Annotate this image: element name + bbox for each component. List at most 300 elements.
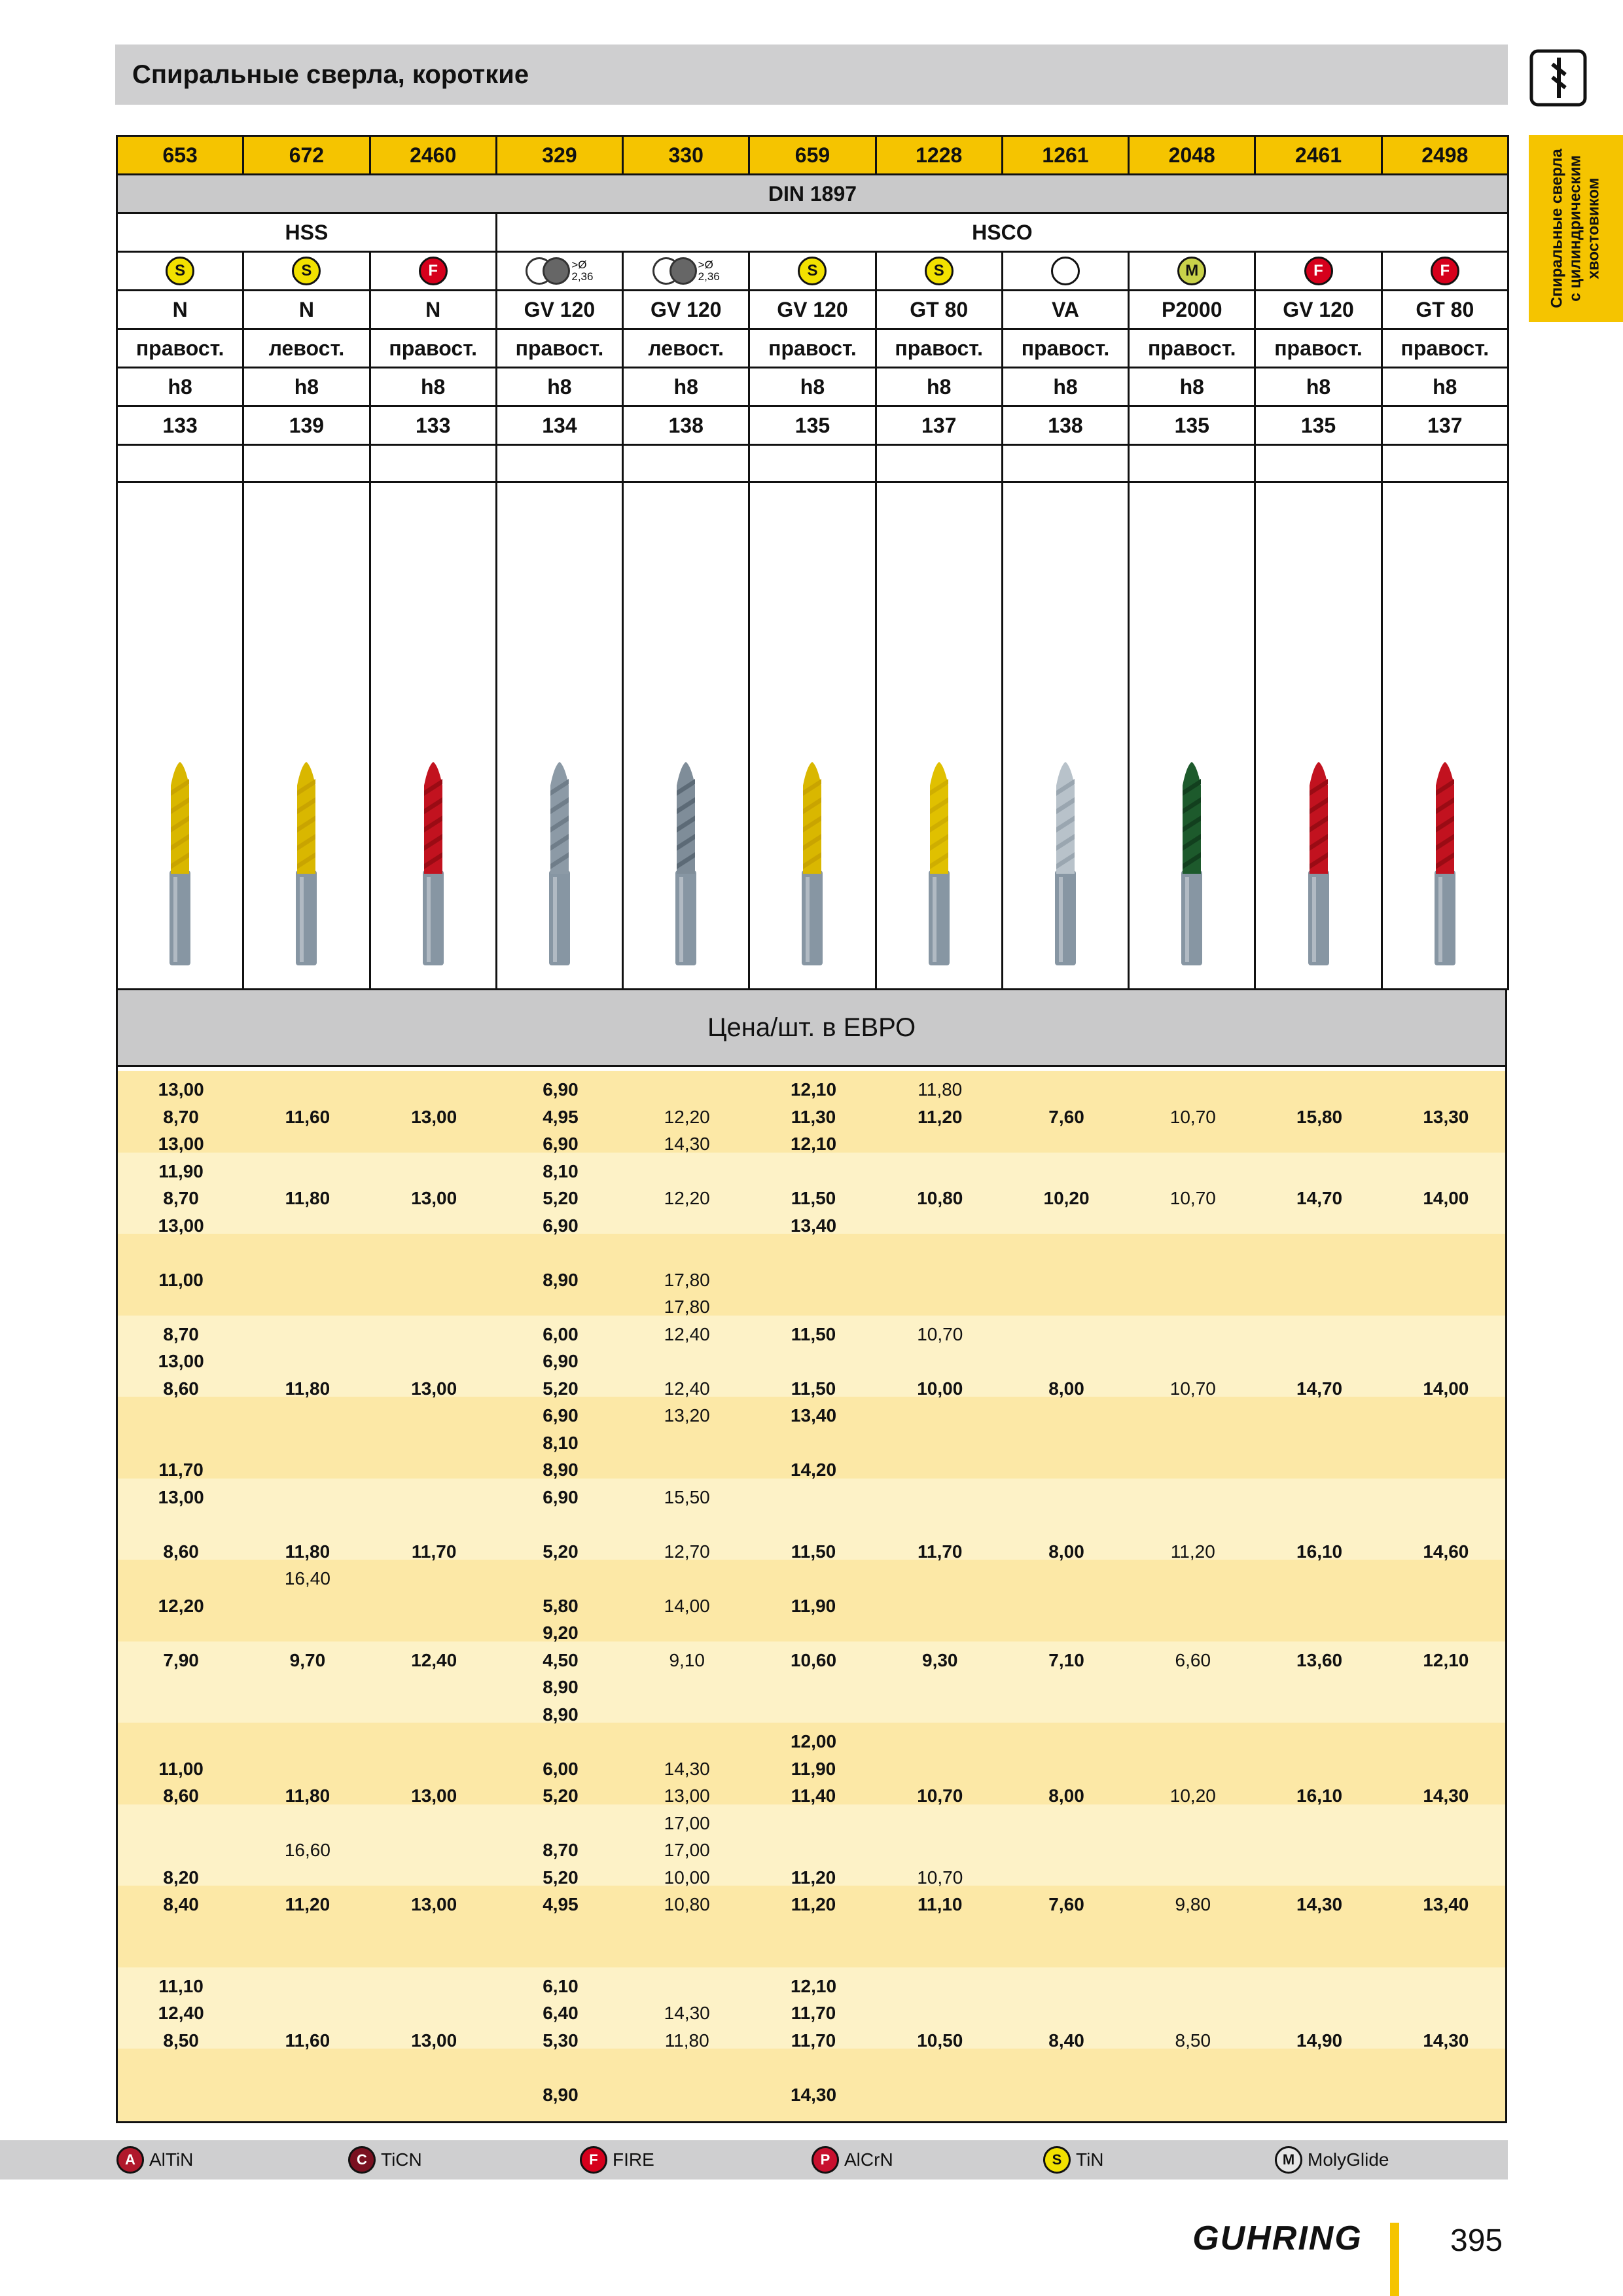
direction-row-cell: правост. — [1002, 329, 1128, 368]
price-cell: 8,10 — [543, 1432, 579, 1453]
tolerance-row-cell: h8 — [370, 368, 496, 406]
price-cell: 12,00 — [790, 1731, 837, 1751]
spacer-row-cell — [1129, 445, 1255, 482]
legend-label: TiN — [1076, 2149, 1104, 2170]
price-row — [118, 1348, 1505, 1375]
price-cell: 9,30 — [922, 1649, 958, 1670]
price-row — [118, 1918, 1505, 1946]
price-cell: 8,70 — [543, 1840, 579, 1860]
price-row — [118, 1647, 1505, 1674]
tolerance-row — [117, 368, 1508, 406]
price-row — [118, 1565, 1505, 1592]
coating-ticn-icon: C — [348, 2146, 376, 2174]
article-number-row-cell: 2048 — [1129, 136, 1255, 175]
page-number: 395 — [1450, 2223, 1503, 2258]
tolerance-row-cell: h8 — [1382, 368, 1508, 406]
price-cell: 8,90 — [543, 1460, 579, 1480]
price-cell: 13,00 — [411, 2030, 457, 2051]
price-cell: 9,20 — [543, 1623, 579, 1643]
type-row-cell: N — [370, 291, 496, 329]
coating-cell — [1255, 252, 1382, 291]
direction-row-cell: правост. — [117, 329, 243, 368]
price-cell: 11,20 — [1170, 1541, 1215, 1562]
price-cell: 8,00 — [1048, 1378, 1084, 1399]
legend-item — [348, 2140, 422, 2179]
price-cell: 14,30 — [1423, 1785, 1469, 1806]
direction-row-cell: правост. — [749, 329, 876, 368]
price-cell: 8,10 — [543, 1160, 579, 1181]
price-cell: 13,00 — [411, 1378, 457, 1399]
price-cell: 11,00 — [158, 1758, 204, 1779]
price-cell: 6,40 — [543, 2003, 579, 2023]
material-group: HSS — [117, 213, 497, 252]
price-cell: 11,50 — [791, 1188, 836, 1208]
price-row — [118, 1538, 1505, 1566]
price-cell: 9,80 — [1175, 1894, 1211, 1914]
price-cell: 10,00 — [664, 1867, 710, 1888]
price-cell: 11,80 — [285, 1188, 330, 1208]
price-cell: 8,50 — [163, 2030, 199, 2051]
price-cell: 12,40 — [411, 1649, 457, 1670]
price-cell: 13,00 — [411, 1894, 457, 1914]
price-cell: 12,10 — [790, 1134, 837, 1154]
price-cell: 5,80 — [543, 1595, 579, 1616]
angle-row-cell: 139 — [243, 406, 370, 445]
drill-image-row — [117, 482, 1508, 990]
legend-label: AlTiN — [149, 2149, 194, 2170]
product-spec-table — [116, 135, 1509, 990]
price-cell: 11,60 — [285, 1106, 330, 1127]
direction-row — [117, 329, 1508, 368]
price-cell: 6,00 — [543, 1323, 579, 1344]
article-number-row-cell: 1228 — [876, 136, 1002, 175]
tolerance-row-cell: h8 — [623, 368, 749, 406]
angle-row-cell: 135 — [749, 406, 876, 445]
material-group: HSCO — [496, 213, 1508, 252]
price-cell: 12,20 — [158, 1595, 204, 1616]
spacer-row-cell — [370, 445, 496, 482]
price-cell: 11,70 — [158, 1460, 204, 1480]
drill-image — [1299, 759, 1338, 969]
tin-coating-icon: S — [292, 257, 321, 285]
price-row — [118, 1755, 1505, 1783]
price-cell: 11,80 — [285, 1785, 330, 1806]
drill-image-cell — [623, 482, 749, 990]
price-cell: 12,40 — [158, 2003, 204, 2023]
price-cell: 11,80 — [285, 1541, 330, 1562]
price-row — [118, 1293, 1505, 1321]
coating-tin-icon: S — [1043, 2146, 1071, 2174]
price-cell: 4,95 — [543, 1106, 579, 1127]
price-cell: 11,20 — [791, 1867, 836, 1888]
price-cell: 12,10 — [790, 1975, 837, 1996]
coating-cell — [243, 252, 370, 291]
direction-row-cell: правост. — [370, 329, 496, 368]
article-number-row-cell: 2498 — [1382, 136, 1508, 175]
price-cell: 14,00 — [664, 1595, 710, 1616]
price-row — [118, 1891, 1505, 1918]
price-row — [118, 1619, 1505, 1647]
price-cell: 13,30 — [1423, 1106, 1469, 1127]
angle-row-cell: 135 — [1129, 406, 1255, 445]
direction-row-cell: правост. — [876, 329, 1002, 368]
price-cell: 6,90 — [543, 1486, 579, 1507]
price-row — [118, 2027, 1505, 2054]
price-cell: 11,20 — [791, 1894, 836, 1914]
price-row — [118, 1402, 1505, 1429]
tolerance-row-cell: h8 — [243, 368, 370, 406]
price-cell: 10,70 — [917, 1785, 963, 1806]
spacer-row-cell — [876, 445, 1002, 482]
price-cell: 15,50 — [664, 1486, 710, 1507]
din-row — [117, 175, 1508, 213]
angle-row-cell: 133 — [370, 406, 496, 445]
article-number-row — [117, 136, 1508, 175]
blank-coating-icon — [1051, 257, 1080, 285]
price-cell: 6,90 — [543, 1405, 579, 1426]
price-cell: 8,60 — [163, 1785, 199, 1806]
price-cell: 14,60 — [1423, 1541, 1469, 1562]
tin-coating-icon: S — [166, 257, 194, 285]
price-cell: 6,60 — [1175, 1649, 1211, 1670]
fire-coating-icon: F — [1304, 257, 1333, 285]
price-cell: 8,90 — [543, 1269, 579, 1290]
price-cell: 11,50 — [791, 1323, 836, 1344]
coating-cell — [117, 252, 243, 291]
article-number-row-cell: 329 — [496, 136, 622, 175]
tolerance-row-cell: h8 — [117, 368, 243, 406]
price-cell: 11,50 — [791, 1378, 836, 1399]
price-cell: 17,80 — [664, 1297, 710, 1317]
angle-row-cell: 133 — [117, 406, 243, 445]
type-row-cell: GV 120 — [749, 291, 876, 329]
drill-image-cell — [117, 482, 243, 990]
price-cell: 8,40 — [163, 1894, 199, 1914]
article-number-row-cell: 2461 — [1255, 136, 1382, 175]
direction-row-cell: правост. — [1255, 329, 1382, 368]
price-cell: 5,20 — [543, 1867, 579, 1888]
price-cell: 7,60 — [1048, 1106, 1084, 1127]
price-cell: 11,10 — [158, 1975, 204, 1996]
article-number-row-cell: 1261 — [1002, 136, 1128, 175]
price-cell: 9,70 — [289, 1649, 326, 1670]
price-cell: 14,30 — [790, 2084, 837, 2105]
price-cell: 13,00 — [158, 1079, 204, 1100]
price-cell: 13,40 — [790, 1215, 837, 1236]
price-row — [118, 1456, 1505, 1484]
type-row-cell: GT 80 — [876, 291, 1002, 329]
coating-cell — [370, 252, 496, 291]
price-cell: 8,20 — [163, 1867, 199, 1888]
coating-row — [117, 252, 1508, 291]
price-cell: 11,40 — [791, 1785, 836, 1806]
price-row — [118, 1321, 1505, 1348]
drill-image-cell — [496, 482, 622, 990]
moly-coating-icon: M — [1177, 257, 1206, 285]
price-cell: 14,30 — [664, 1758, 710, 1779]
legend-item — [116, 2140, 193, 2179]
price-cell: 7,90 — [163, 1649, 199, 1670]
price-cell: 14,70 — [1296, 1188, 1343, 1208]
drill-image — [919, 759, 959, 969]
price-cell: 11,90 — [791, 1595, 836, 1616]
price-row — [118, 2054, 1505, 2081]
price-cell: 14,30 — [664, 2003, 710, 2023]
price-cell: 11,90 — [791, 1758, 836, 1779]
price-row — [118, 1185, 1505, 1212]
direction-row-cell: левост. — [623, 329, 749, 368]
price-row — [118, 1130, 1505, 1158]
price-cell: 8,50 — [1175, 2030, 1211, 2051]
type-row-cell: GV 120 — [1255, 291, 1382, 329]
price-row — [118, 1674, 1505, 1701]
price-cell: 8,90 — [543, 1704, 579, 1725]
spacer-row-cell — [117, 445, 243, 482]
price-cell: 11,20 — [917, 1106, 963, 1127]
price-cell: 13,40 — [790, 1405, 837, 1426]
price-cell: 12,40 — [664, 1378, 710, 1399]
price-cell: 5,20 — [543, 1188, 579, 1208]
price-cell: 13,40 — [1423, 1894, 1469, 1914]
direction-row-cell: правост. — [1129, 329, 1255, 368]
fire-coating-icon: F — [419, 257, 448, 285]
price-row — [118, 1429, 1505, 1457]
price-cell: 13,00 — [158, 1351, 204, 1371]
article-number-row-cell: 659 — [749, 136, 876, 175]
coating-cell — [1129, 252, 1255, 291]
price-header: Цена/шт. в ЕВРО — [116, 988, 1507, 1067]
price-cell: 11,80 — [285, 1378, 330, 1399]
drill-image-cell — [1255, 482, 1382, 990]
drill-image — [666, 759, 705, 969]
price-row — [118, 1973, 1505, 2000]
price-cell: 11,30 — [791, 1106, 836, 1127]
angle-row-cell: 138 — [623, 406, 749, 445]
legend-label: AlCrN — [844, 2149, 893, 2170]
price-cell: 8,60 — [163, 1541, 199, 1562]
price-row — [118, 1212, 1505, 1240]
price-cell: 14,20 — [790, 1460, 837, 1480]
price-row — [118, 1239, 1505, 1266]
price-cell: 5,30 — [543, 2030, 579, 2051]
legend-item — [580, 2140, 654, 2179]
drill-image-cell — [1002, 482, 1128, 990]
drill-image — [793, 759, 832, 969]
price-cell: 11,50 — [791, 1541, 836, 1562]
drill-section-icon — [1529, 48, 1588, 107]
price-cell: 17,80 — [664, 1269, 710, 1290]
tolerance-row-cell: h8 — [1002, 368, 1128, 406]
spacer-row-cell — [243, 445, 370, 482]
uncoated-twin-icon: >Ø 2,36 — [526, 257, 593, 285]
side-tab-label: Спиральные сверла с цилиндрическим хвостовиком — [1548, 149, 1603, 308]
price-cell: 11,70 — [791, 2030, 836, 2051]
price-cell: 13,00 — [411, 1785, 457, 1806]
price-cell: 13,00 — [158, 1134, 204, 1154]
legend-item — [1043, 2140, 1104, 2179]
price-cell: 14,30 — [1296, 1894, 1343, 1914]
price-row — [118, 1864, 1505, 1892]
type-row — [117, 291, 1508, 329]
drill-image-cell — [1382, 482, 1508, 990]
price-cell: 8,00 — [1048, 1785, 1084, 1806]
price-cell: 10,80 — [664, 1894, 710, 1914]
legend-label: FIRE — [613, 2149, 654, 2170]
drill-image — [1046, 759, 1085, 969]
type-row-cell: GT 80 — [1382, 291, 1508, 329]
price-cell: 12,40 — [664, 1323, 710, 1344]
price-cell: 16,40 — [284, 1568, 330, 1588]
price-cell: 13,00 — [158, 1486, 204, 1507]
coating-molyglide-icon: M — [1275, 2146, 1302, 2174]
tolerance-row-cell: h8 — [1129, 368, 1255, 406]
price-cell: 13,00 — [411, 1106, 457, 1127]
coating-cell — [623, 252, 749, 291]
price-row — [118, 1158, 1505, 1185]
coating-legend — [0, 2140, 1508, 2179]
angle-row-cell: 137 — [1382, 406, 1508, 445]
direction-row-cell: правост. — [1382, 329, 1508, 368]
price-cell: 5,20 — [543, 1378, 579, 1399]
price-cell: 10,70 — [1169, 1378, 1216, 1399]
price-cell: 11,60 — [285, 2030, 330, 2051]
type-row-cell: N — [117, 291, 243, 329]
price-cell: 17,00 — [664, 1812, 710, 1833]
angle-row-cell: 138 — [1002, 406, 1128, 445]
price-cell: 6,90 — [543, 1079, 579, 1100]
angle-row-cell: 137 — [876, 406, 1002, 445]
drill-image-cell — [243, 482, 370, 990]
price-cell: 8,00 — [1048, 1541, 1084, 1562]
price-row — [118, 1103, 1505, 1131]
section-side-tab[interactable] — [1529, 135, 1623, 322]
drill-image — [160, 759, 200, 969]
price-cell: 10,20 — [1169, 1785, 1216, 1806]
price-cell: 10,70 — [1169, 1106, 1216, 1127]
type-row-cell: N — [243, 291, 370, 329]
price-cell: 14,70 — [1296, 1378, 1343, 1399]
price-cell: 8,90 — [543, 2084, 579, 2105]
angle-row — [117, 406, 1508, 445]
price-row — [118, 1375, 1505, 1403]
coating-cell — [1382, 252, 1508, 291]
price-cell: 10,70 — [1169, 1188, 1216, 1208]
coating-alcrn-icon: P — [812, 2146, 839, 2174]
page-title: Спиральные сверла, короткие — [115, 45, 1508, 105]
price-cell: 10,00 — [917, 1378, 963, 1399]
price-cell: 12,10 — [1423, 1649, 1469, 1670]
price-cell: 16,10 — [1296, 1785, 1343, 1806]
price-cell: 14,30 — [664, 1134, 710, 1154]
spacer-row-cell — [623, 445, 749, 482]
price-cell: 14,30 — [1423, 2030, 1469, 2051]
drill-image-cell — [876, 482, 1002, 990]
brand-logo: GUHRING — [1192, 2219, 1363, 2257]
price-row — [118, 1701, 1505, 1729]
price-cell: 15,80 — [1296, 1106, 1343, 1127]
tin-coating-icon: S — [925, 257, 954, 285]
article-number-row-cell: 330 — [623, 136, 749, 175]
price-cell: 10,20 — [1043, 1188, 1090, 1208]
price-row — [118, 1511, 1505, 1538]
price-cell: 11,80 — [918, 1079, 963, 1100]
price-cell: 8,40 — [1048, 2030, 1084, 2051]
article-number-row-cell: 2460 — [370, 136, 496, 175]
price-cell: 6,90 — [543, 1134, 579, 1154]
price-row — [118, 1782, 1505, 1810]
price-cell: 12,20 — [664, 1106, 710, 1127]
material-row — [117, 213, 1508, 252]
price-cell: 12,20 — [664, 1188, 710, 1208]
price-cell: 7,60 — [1048, 1894, 1084, 1914]
price-cell: 17,00 — [664, 1840, 710, 1860]
price-cell: 11,90 — [158, 1160, 204, 1181]
price-cell: 14,90 — [1296, 2030, 1343, 2051]
legend-item — [1275, 2140, 1389, 2179]
price-row — [118, 1837, 1505, 1864]
price-cell: 8,60 — [163, 1378, 199, 1399]
price-cell: 7,10 — [1048, 1649, 1084, 1670]
price-cell: 13,00 — [664, 1785, 710, 1806]
drill-image-cell — [1129, 482, 1255, 990]
tolerance-row-cell: h8 — [749, 368, 876, 406]
price-cell: 10,70 — [917, 1867, 963, 1888]
price-cell: 5,20 — [543, 1541, 579, 1562]
price-row — [118, 2081, 1505, 2109]
type-row-cell: VA — [1002, 291, 1128, 329]
legend-label: TiCN — [381, 2149, 422, 2170]
tin-coating-icon: S — [798, 257, 827, 285]
spacer-row — [117, 445, 1508, 482]
price-cell: 11,70 — [917, 1541, 963, 1562]
coating-cell — [1002, 252, 1128, 291]
price-cell: 10,50 — [917, 2030, 963, 2051]
price-cell: 13,00 — [411, 1188, 457, 1208]
price-cell: 11,80 — [664, 2030, 709, 2051]
article-number-row-cell: 653 — [117, 136, 243, 175]
angle-row-cell: 134 — [496, 406, 622, 445]
price-row — [118, 1810, 1505, 1837]
price-cell: 11,00 — [158, 1269, 204, 1290]
coating-fire-icon: F — [580, 2146, 607, 2174]
type-row-cell: P2000 — [1129, 291, 1255, 329]
price-row — [118, 1076, 1505, 1103]
coating-cell — [749, 252, 876, 291]
price-cell: 16,60 — [284, 1840, 330, 1860]
price-row — [118, 2000, 1505, 2027]
price-cell: 4,95 — [543, 1894, 579, 1914]
spacer-row-cell — [496, 445, 622, 482]
price-cell: 14,00 — [1423, 1188, 1469, 1208]
tolerance-row-cell: h8 — [1255, 368, 1382, 406]
drill-image — [540, 759, 579, 969]
legend-item — [812, 2140, 893, 2179]
spacer-row-cell — [749, 445, 876, 482]
uncoated-twin-icon: >Ø 2,36 — [652, 257, 720, 285]
fire-coating-icon: F — [1431, 257, 1459, 285]
price-cell: 8,70 — [163, 1323, 199, 1344]
spacer-row-cell — [1255, 445, 1382, 482]
price-cell: 8,70 — [163, 1188, 199, 1208]
price-cell: 6,00 — [543, 1758, 579, 1779]
price-cell: 12,70 — [664, 1541, 710, 1562]
price-row — [118, 1945, 1505, 1973]
price-cell: 6,90 — [543, 1215, 579, 1236]
direction-row-cell: левост. — [243, 329, 370, 368]
price-cell: 5,20 — [543, 1785, 579, 1806]
drill-image — [414, 759, 453, 969]
price-cell: 9,10 — [669, 1649, 705, 1670]
